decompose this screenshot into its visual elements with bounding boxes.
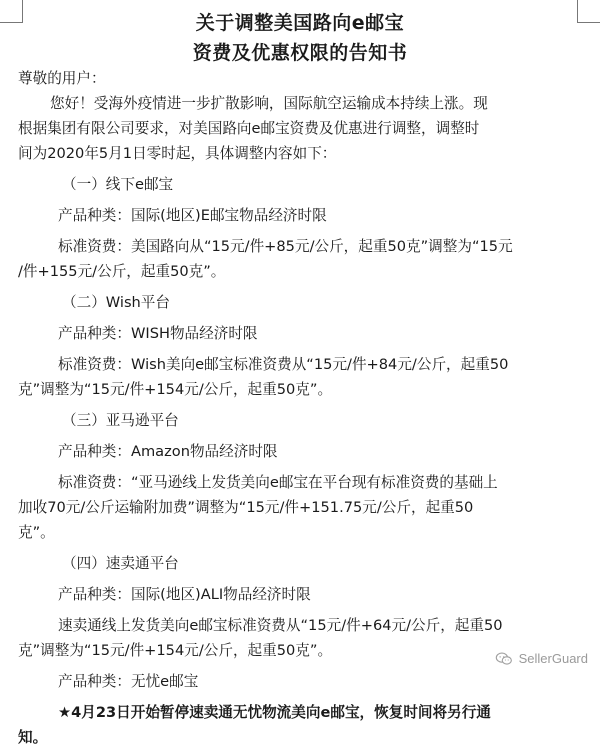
- fee-line: 克”调整为“15元/件+154元/公斤，起重50克”。: [18, 642, 333, 659]
- wechat-logo-icon: [495, 652, 513, 666]
- notice-line: ★4月23日开始暂停速卖通无忧物流美向e邮宝，恢复时间将另行通: [58, 704, 491, 721]
- intro-paragraph: [18, 91, 584, 166]
- document-body: [18, 66, 584, 750]
- section-heading: （一）线下e邮宝: [62, 176, 174, 193]
- watermark: [495, 651, 588, 666]
- corner-crop-mark-left: [0, 0, 23, 23]
- product-type-line: 产品种类：国际(地区)ALI物品经济时限: [58, 586, 311, 603]
- fee-line: 加收70元/公斤运输附加费”调整为“15元/件+151.75元/公斤，起重50: [18, 499, 474, 516]
- section-aliexpress: [18, 551, 584, 694]
- product-type-line: 产品种类：WISH物品经济时限: [58, 325, 258, 342]
- section-heading: （二）Wish平台: [62, 294, 170, 311]
- fee-line: 速卖通线上发货美向e邮宝标准资费从“15元/件+64元/公斤，起重50: [58, 617, 503, 634]
- watermark-text: SellerGuard: [518, 651, 588, 666]
- intro-line: 间为2020年5月1日零时起，具体调整内容如下：: [18, 145, 337, 162]
- intro-line: 您好！受海外疫情进一步扩散影响，国际航空运输成本持续上涨。现: [50, 95, 488, 112]
- product-type-line: 产品种类：国际(地区)E邮宝物品经济时限: [58, 207, 327, 224]
- product-type-line: 产品种类：无忧e邮宝: [58, 673, 199, 690]
- intro-line: 根据集团有限公司要求，对美国路向e邮宝资费及优惠进行调整，调整时: [18, 120, 480, 137]
- salutation: 尊敬的用户：: [18, 70, 106, 87]
- section-heading: （三）亚马逊平台: [62, 412, 179, 429]
- fee-line: 克”调整为“15元/件+154元/公斤，起重50克”。: [18, 381, 333, 398]
- fee-line: 克”。: [18, 524, 55, 541]
- corner-crop-mark-right: [577, 0, 600, 23]
- suspension-notice: [18, 700, 584, 750]
- section-heading: （四）速卖通平台: [62, 555, 179, 572]
- product-type-line: 产品种类：Amazon物品经济时限: [58, 443, 278, 460]
- section-offline: [18, 172, 584, 284]
- section-amazon: [18, 408, 584, 545]
- fee-line: 标准资费：美国路向从“15元/件+85元/公斤，起重50克”调整为“15元: [58, 238, 513, 255]
- fee-line: 标准资费：“亚马逊线上发货美向e邮宝在平台现有标准资费的基础上: [58, 474, 498, 491]
- title-line-1: 关于调整美国路向e邮宝: [195, 12, 405, 34]
- title-line-2: 资费及优惠权限的告知书: [192, 42, 408, 64]
- notice-line: 知。: [18, 729, 48, 746]
- document-title: [0, 8, 600, 68]
- fee-line: 标准资费：Wish美向e邮宝标准资费从“15元/件+84元/公斤，起重50: [58, 356, 509, 373]
- fee-line: /件+155元/公斤，起重50克”。: [18, 263, 226, 280]
- section-wish: [18, 290, 584, 402]
